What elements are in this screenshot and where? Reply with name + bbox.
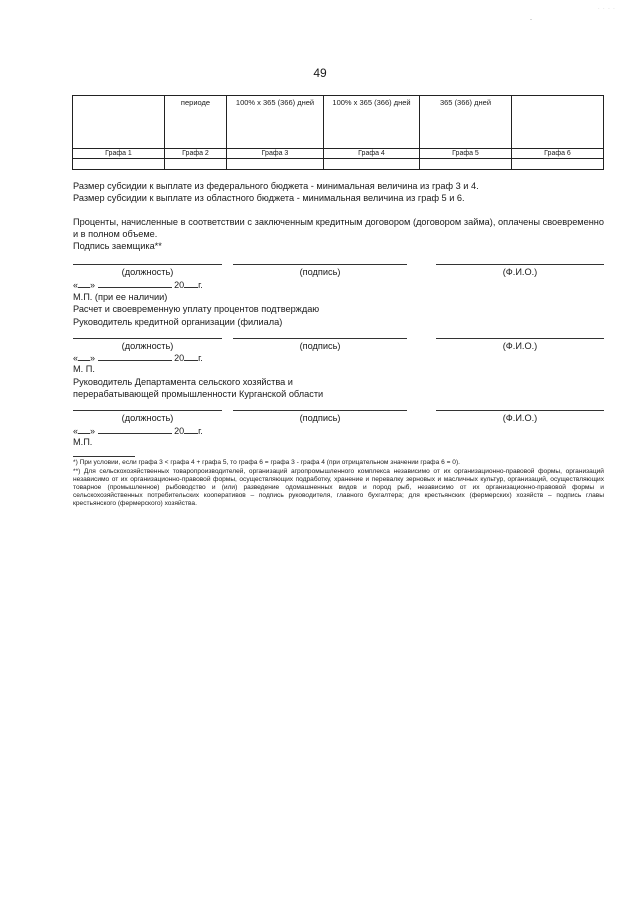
month-blank — [98, 352, 172, 361]
footnote-rule — [73, 456, 135, 457]
subsidy-federal-text: Размер субсидии к выплате из федерального бюджета - минимальная величина из граф 3 и 4. — [73, 181, 479, 191]
year-blank — [184, 425, 198, 434]
table-cell — [73, 159, 165, 170]
footnote-1: *) При условии, если графа 3 < графа 4 + графа 5, то графа 6 = графа 3 - графа 4 (при отрицательном значении графа 6 = 0). — [73, 459, 460, 466]
position-caption: (должность) — [121, 267, 174, 277]
quote-close: » — [90, 426, 96, 436]
subsidy-table — [72, 95, 604, 170]
subsidy-regional-text: Размер субсидии к выплате из областного бюджета - минимальная величина из граф 5 и 6. — [73, 193, 465, 203]
interest-paid-text: Проценты, начисленные в соответствии с заключенным кредитным договором (договором займа), оплачены своевременно и в полном объеме. — [73, 217, 604, 239]
signature-line — [233, 338, 407, 339]
fio-line — [436, 338, 604, 339]
year-prefix: 20 — [174, 426, 185, 436]
position-line — [73, 264, 222, 265]
quote-close: » — [90, 280, 96, 290]
date-line — [73, 425, 203, 436]
footnote-2: **) Для сельскохозяйственных товаропроизводителей, организаций агропромышленного комплекса независимо от их организационно-правовой формы, организаций независимо от их организационно-правовой формы, осуществляющих подработку, хранение и перевалку зерновых и масличных культур, организаций, осуществляющих товарное (промышленное) рыбоводство и (или) разведение одомашненных видов и пород рыб, независимо от их организационно-правовой формы и сельскохозяйственных потребительских кооперативов – подпись руководителя, главного бухгалтера; для крестьянских (фермерских) хозяйств – подпись главы крестьянского (фермерского) хозяйства. — [73, 468, 604, 508]
table-cell — [420, 159, 512, 170]
position-line — [73, 410, 222, 411]
fio-caption: (Ф.И.О.) — [502, 267, 538, 277]
year-blank — [184, 352, 198, 361]
year-suffix: г. — [198, 280, 203, 290]
bank-head-text: Руководитель кредитной организации (филиала) — [73, 317, 283, 327]
position-caption: (должность) — [121, 413, 174, 423]
corner-scan-mark: · · · · — [598, 6, 616, 12]
year-prefix: 20 — [174, 280, 185, 290]
quote-open: « — [73, 426, 79, 436]
table-cell: 365 (366) дней — [420, 96, 512, 149]
table-cell — [227, 159, 324, 170]
date-line — [73, 279, 203, 290]
stamp-optional-text: М.П. (при ее наличии) — [73, 292, 168, 302]
signature-line — [233, 264, 407, 265]
table-cell — [165, 159, 227, 170]
graf-label: Графа 6 — [512, 149, 604, 159]
table-cell: 100% х 365 (366) дней — [324, 96, 420, 149]
table-cell — [73, 96, 165, 149]
table-cell — [512, 159, 604, 170]
date-line — [73, 352, 203, 363]
graf-label: Графа 3 — [227, 149, 324, 159]
day-blank — [78, 352, 90, 361]
signature-caption: (подпись) — [299, 413, 341, 423]
borrower-signature-label: Подпись заемщика** — [73, 241, 162, 251]
graf-label: Графа 1 — [73, 149, 165, 159]
signature-caption: (подпись) — [299, 267, 341, 277]
year-blank — [184, 279, 198, 288]
signature-caption: (подпись) — [299, 341, 341, 351]
page-number: 49 — [313, 66, 327, 80]
table-header-row — [73, 96, 604, 149]
fio-line — [436, 264, 604, 265]
month-blank — [98, 279, 172, 288]
stamp-text: М. П. — [73, 364, 95, 374]
position-caption: (должность) — [121, 341, 174, 351]
day-blank — [78, 425, 90, 434]
graf-label: Графа 5 — [420, 149, 512, 159]
position-line — [73, 338, 222, 339]
table-cell — [512, 96, 604, 149]
quote-close: » — [90, 353, 96, 363]
table-empty-row — [73, 159, 604, 170]
table-cell — [324, 159, 420, 170]
year-suffix: г. — [198, 353, 203, 363]
table-graf-row — [73, 149, 604, 159]
stamp-text: М.П. — [73, 437, 93, 447]
dept-head-text-2: перерабатывающей промышленности Курганской области — [73, 389, 324, 399]
fio-caption: (Ф.И.О.) — [502, 341, 538, 351]
quote-open: « — [73, 280, 79, 290]
confirm-text: Расчет и своевременную уплату процентов подтверждаю — [73, 304, 320, 314]
dash-scan-mark: - — [530, 17, 532, 23]
dept-head-text-1: Руководитель Департамента сельского хозяйства и — [73, 377, 293, 387]
graf-label: Графа 2 — [165, 149, 227, 159]
signature-line — [233, 410, 407, 411]
table-cell: периоде — [165, 96, 227, 149]
graf-label: Графа 4 — [324, 149, 420, 159]
fio-line — [436, 410, 604, 411]
month-blank — [98, 425, 172, 434]
year-suffix: г. — [198, 426, 203, 436]
fio-caption: (Ф.И.О.) — [502, 413, 538, 423]
year-prefix: 20 — [174, 353, 185, 363]
day-blank — [78, 279, 90, 288]
table-cell: 100% х 365 (366) дней — [227, 96, 324, 149]
quote-open: « — [73, 353, 79, 363]
